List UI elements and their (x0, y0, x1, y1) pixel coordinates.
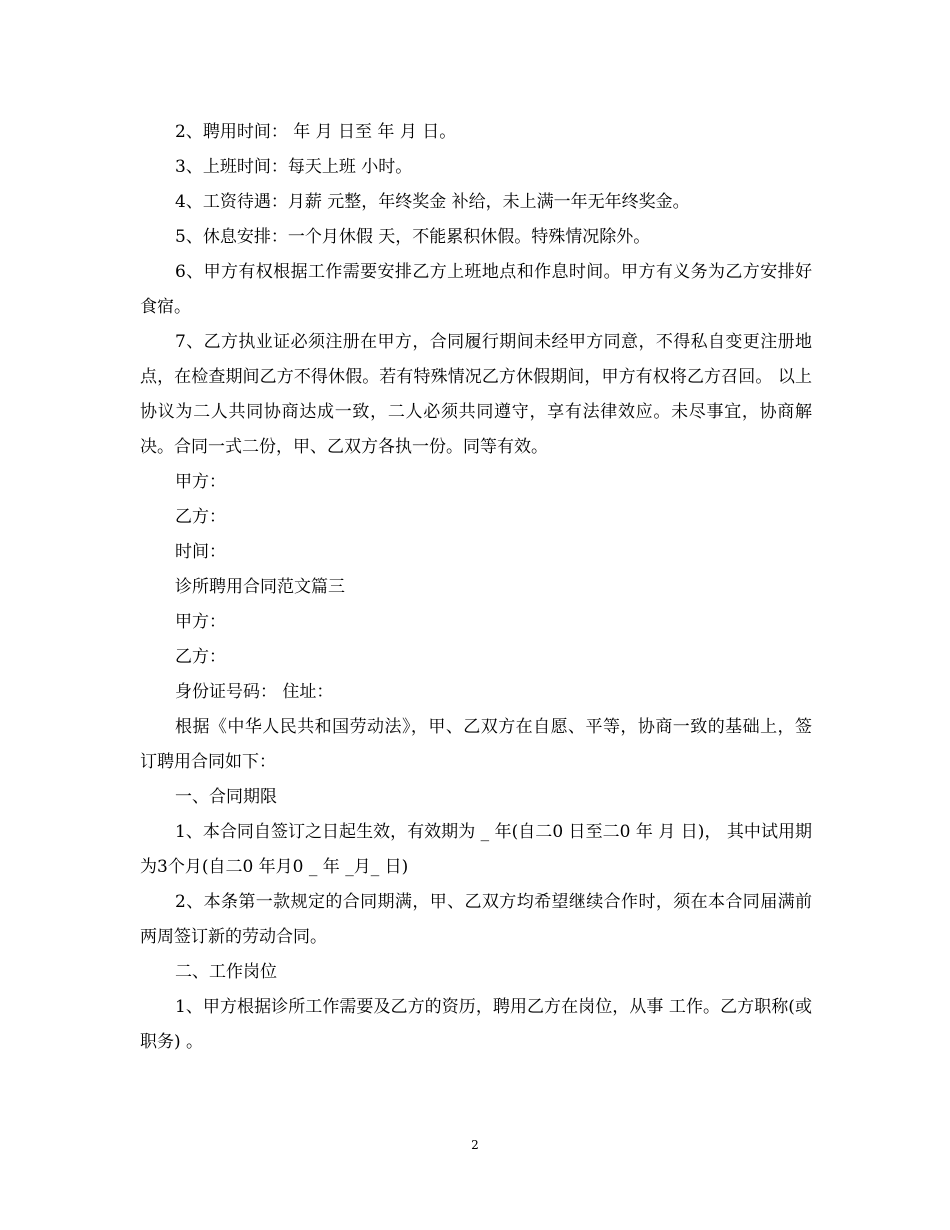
clause-employment-period: 2、聘用时间： 年 月 日至 年 月 日。 (175, 122, 457, 142)
party-b-label: 乙方： (175, 647, 226, 667)
party-a-label: 甲方： (175, 612, 226, 632)
id-address-line: 身份证号码： 住址： (175, 682, 334, 702)
clause-salary: 4、工资待遇：月薪 元整，年终奖金 补给，未上满一年无年终奖金。 (175, 192, 690, 212)
clause-work-location: 6、甲方有权根据工作需要安排乙方上班地点和作息时间。甲方有义务为乙方安排好食宿。 (140, 262, 812, 317)
signature-party-b: 乙方： (175, 507, 226, 527)
heading-contract-term: 一、合同期限 (175, 787, 277, 807)
signature-party-a: 甲方： (175, 472, 226, 492)
section-title: 诊所聘用合同范文篇三 (175, 577, 345, 597)
clause-term-validity: 1、本合同自签订之日起生效，有效期为 _ 年(自二0 日至二0 年 月 日)， 其中试用期为3个月(自二0 年月0 _ 年 _月_ 日) (140, 822, 812, 877)
page-number: 2 (471, 1138, 479, 1152)
document-body (140, 115, 812, 1060)
contract-preamble: 根据《中华人民共和国劳动法》，甲、乙双方在自愿、平等，协商一致的基础上，签订聘用合同如下： (140, 717, 812, 772)
heading-job-position: 二、工作岗位 (175, 962, 277, 982)
clause-job-assignment: 1、甲方根据诊所工作需要及乙方的资历，聘用乙方在岗位，从事 工作。乙方职称(或职务) 。 (140, 997, 812, 1052)
clause-work-hours: 3、上班时间：每天上班 小时。 (175, 157, 413, 177)
clause-term-renewal: 2、本条第一款规定的合同期满，甲、乙双方均希望继续合作时，须在本合同届满前两周签订新的劳动合同。 (140, 892, 812, 947)
clause-rest-arrangement: 5、休息安排：一个月休假 天，不能累积休假。特殊情况除外。 (175, 227, 651, 247)
clause-license-registration: 7、乙方执业证必须注册在甲方，合同履行期间未经甲方同意，不得私自变更注册地点，在检查期间乙方不得休假。若有特殊情况乙方休假期间，甲方有权将乙方召回。 以上协议为二人共同协商达成一致，二人必须共同遵守，享有法律效应。未尽事宜，协商解决。合同一式二份，甲、乙双方各执一份。同等有效。 (140, 332, 812, 457)
signature-date: 时间： (175, 542, 226, 562)
